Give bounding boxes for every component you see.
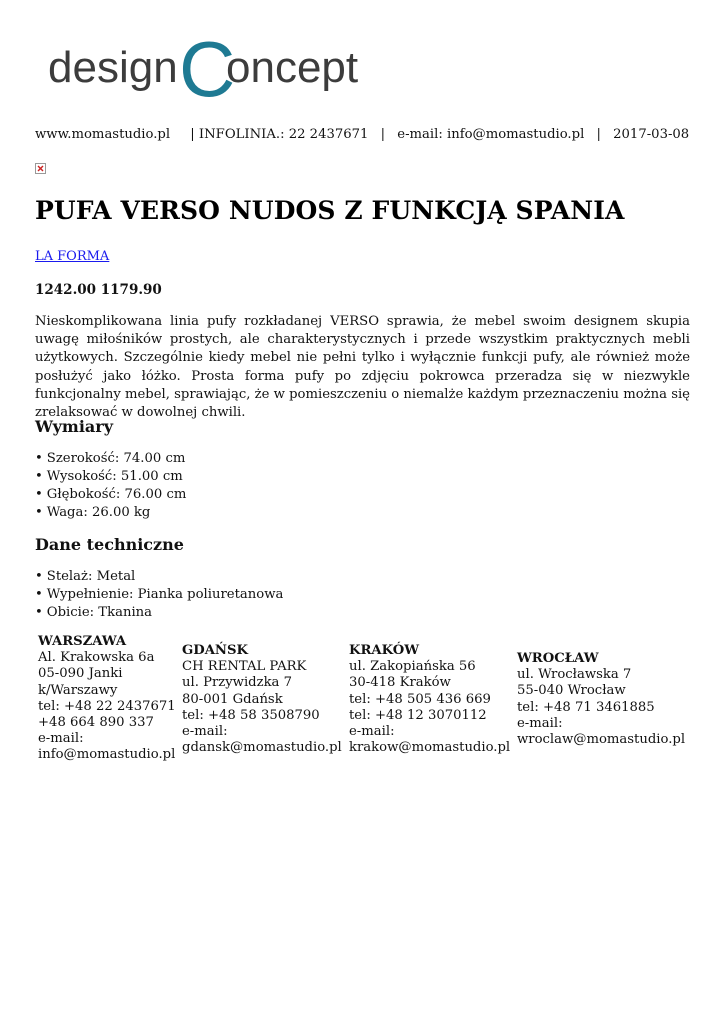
- logo-text-right: oncept: [226, 43, 359, 92]
- date-text: 2017-03-08: [613, 127, 690, 142]
- infolinia-text: | INFOLINIA.: 22 2437671: [190, 127, 369, 142]
- office-gdansk: [182, 643, 342, 756]
- logo-letter: C: [179, 40, 236, 104]
- office-line: tel: +48 505 436 669: [349, 691, 491, 707]
- brand-link[interactable]: LA FORMA: [35, 249, 110, 264]
- office-wroclaw: [517, 651, 685, 748]
- dimensions-list: [35, 450, 186, 522]
- office-city: KRAKÓW: [349, 643, 420, 658]
- office-line: tel: +48 12 3070112: [349, 707, 487, 723]
- list-item: • Głębokość: 76.00 cm: [35, 486, 186, 504]
- tech-heading: Dane techniczne: [35, 535, 184, 554]
- office-line: e-mail:: [349, 724, 395, 740]
- office-city: WROCŁAW: [517, 651, 599, 666]
- office-line: ul. Przywidzka 7: [182, 675, 293, 691]
- product-price: 1242.00 1179.90: [35, 282, 162, 298]
- list-item: • Waga: 26.00 kg: [35, 504, 186, 522]
- office-line: tel: +48 22 2437671: [38, 698, 176, 714]
- office-line: +48 664 890 337: [38, 715, 154, 731]
- office-line: e-mail:: [182, 724, 228, 740]
- separator: |: [596, 127, 601, 142]
- office-line: tel: +48 58 3508790: [182, 707, 320, 723]
- separator: |: [380, 127, 386, 142]
- office-line: ul. Wrocławska 7: [517, 667, 632, 683]
- office-city: GDAŃSK: [182, 643, 248, 658]
- office-warszawa: [38, 634, 176, 764]
- logo-text-left: design: [48, 43, 178, 92]
- office-krakow: [349, 643, 510, 756]
- email-text[interactable]: e-mail: info@momastudio.pl: [397, 127, 585, 142]
- office-email[interactable]: info@momastudio.pl: [38, 747, 176, 763]
- office-line: e-mail:: [38, 731, 84, 747]
- list-item: • Obicie: Tkanina: [35, 604, 283, 622]
- office-line: 55-040 Wrocław: [517, 683, 626, 699]
- header-info: [35, 127, 689, 142]
- office-line: e-mail:: [517, 715, 563, 731]
- product-title: PUFA VERSO NUDOS Z FUNKCJĄ SPANIA: [35, 196, 625, 225]
- office-line: ul. Zakopiańska 56: [349, 659, 476, 675]
- list-item: • Wysokość: 51.00 cm: [35, 468, 186, 486]
- website-link[interactable]: www.momastudio.pl: [35, 127, 171, 142]
- office-email[interactable]: wroclaw@momastudio.pl: [517, 732, 686, 748]
- office-line: 05-090 Janki: [38, 666, 123, 682]
- broken-image-icon: [35, 163, 46, 174]
- office-email[interactable]: gdansk@momastudio.pl: [182, 740, 342, 756]
- tech-list: [35, 568, 283, 622]
- office-line: Al. Krakowska 6a: [38, 650, 155, 666]
- office-line: CH RENTAL PARK: [182, 659, 307, 675]
- dimensions-heading: Wymiary: [35, 417, 114, 436]
- list-item: • Wypełnienie: Pianka poliuretanowa: [35, 586, 283, 604]
- office-city: WARSZAWA: [38, 634, 127, 649]
- office-line: k/Warszawy: [38, 682, 118, 698]
- office-line: tel: +48 71 3461885: [517, 699, 655, 715]
- company-logo: [48, 40, 388, 104]
- office-line: 30-418 Kraków: [349, 675, 451, 691]
- office-email[interactable]: krakow@momastudio.pl: [349, 740, 511, 756]
- office-line: 80-001 Gdańsk: [182, 691, 283, 707]
- list-item: • Szerokość: 74.00 cm: [35, 450, 186, 468]
- list-item: • Stelaż: Metal: [35, 568, 283, 586]
- product-description: Nieskomplikowana linia pufy rozkładanej VERSO sprawia, że mebel swoim designem skupia uwagę miłośników prostych, ale charakterystycznych i przede wszystkim praktycznych mebli użytkowych. Szczególnie kiedy mebel nie pełni tylko i wyłącznie funkcji pufy, ale również może posłużyć jako łóżko. Prosta forma pufy po zdjęciu pokrowca przeradza się w niezwykle funkcjonalny mebel, sprawiając, że w pomieszczeniu o niemalże każdym przeznaczeniu można się zrelaksować w dowolnej chwili.: [35, 314, 690, 421]
